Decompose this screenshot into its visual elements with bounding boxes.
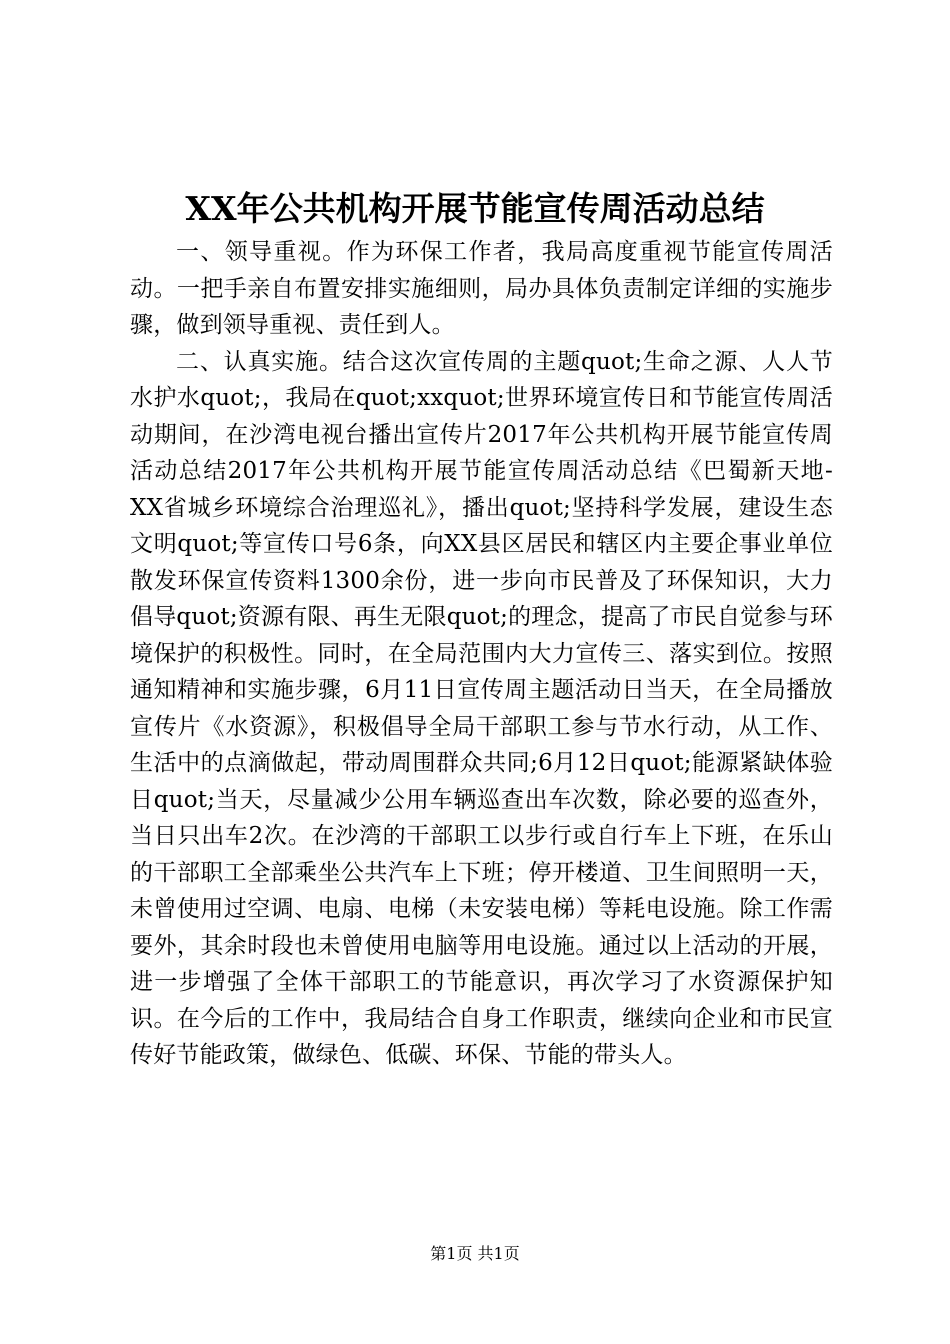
paragraph-leadership: 一、领导重视。作为环保工作者，我局高度重视节能宣传周活动。一把手亲自布置安排实施细则，局办具体负责制定详细的实施步骤，做到领导重视、责任到人。: [130, 239, 833, 338]
document-title: XX年公共机构开展节能宣传周活动总结: [185, 189, 765, 228]
paragraph-implementation: 二、认真实施。结合这次宣传周的主题quot;生命之源、人人节水护水quot;，我局在quot;xxquot;世界环境宣传日和节能宣传周活动期间，在沙湾电视台播出宣传片2017年公共机构开展节能宣传周活动总结2017年公共机构开展节能宣传周活动总结《巴蜀新天地-XX省城乡环境综合治理巡礼》，播出quot;坚持科学发展，建设生态文明quot;等宣传口号6条，向XX县区居民和辖区内主要企事业单位散发环保宣传资料1300余份，进一步向市民普及了环保知识，大力倡导quot;资源有限、再生无限quot;的理念，提高了市民自觉参与环境保护的积极性。同时，在全局范围内大力宣传三、落实到位。按照通知精神和实施步骤，6月11日宣传周主题活动日当天，在全局播放宣传片《水资源》，积极倡导全局干部职工参与节水行动，从工作、生活中的点滴做起，带动周围群众共同;6月12日quot;能源紧缺体验日quot;当天，尽量减少公用车辆巡查出车次数，除必要的巡查外，当日只出车2次。在沙湾的干部职工以步行或自行车上下班，在乐山的干部职工全部乘坐公共汽车上下班；停开楼道、卫生间照明一天，未曾使用过空调、电扇、电梯（未安装电梯）等耗电设施。除工作需要外，其余时段也未曾使用电脑等用电设施。通过以上活动的开展，进一步增强了全体干部职工的节能意识，再次学习了水资源保护知识。在今后的工作中，我局结合自身工作职责，继续向企业和市民宣传好节能政策，做绿色、低碳、环保、节能的带头人。: [130, 348, 833, 1068]
document-body: [130, 234, 833, 1074]
page-footer: 第1页 共1页: [430, 1244, 520, 1263]
